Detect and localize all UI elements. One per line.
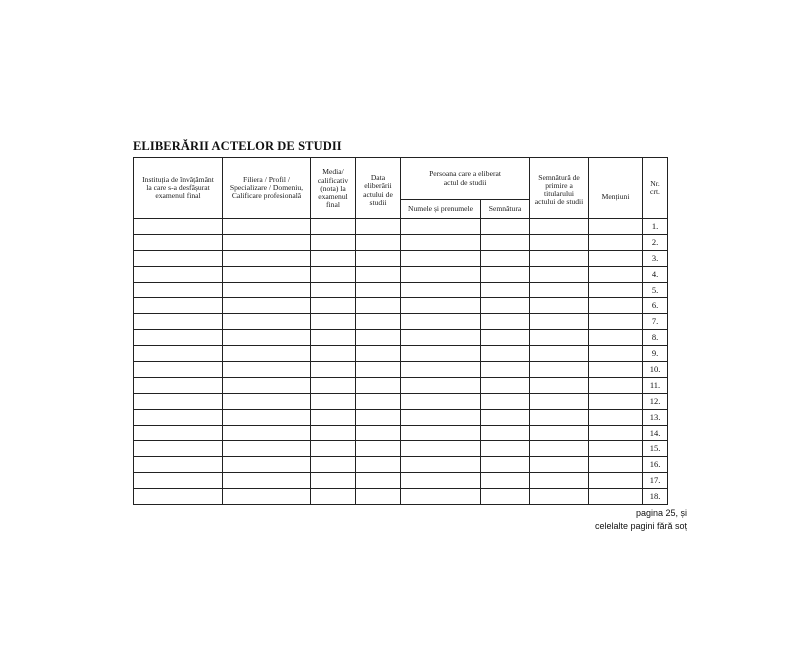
table-cell <box>401 489 481 505</box>
footer-note-line1: pagina 25, și <box>635 508 687 518</box>
table-cell <box>530 377 589 393</box>
table-cell <box>481 266 530 282</box>
table-cell <box>311 346 356 362</box>
row-number: 8. <box>643 330 668 346</box>
table-cell <box>134 298 223 314</box>
table-cell <box>223 250 311 266</box>
table-cell <box>223 282 311 298</box>
table-cell <box>134 377 223 393</box>
table-cell <box>223 219 311 235</box>
table-cell <box>356 266 401 282</box>
table-row <box>134 282 668 298</box>
table-cell <box>589 473 643 489</box>
table-cell <box>530 473 589 489</box>
table-cell <box>223 377 311 393</box>
row-number: 16. <box>643 457 668 473</box>
table-cell <box>589 346 643 362</box>
table-cell <box>401 362 481 378</box>
table-cell <box>223 314 311 330</box>
table-cell <box>134 234 223 250</box>
table-cell <box>530 298 589 314</box>
table-cell <box>589 441 643 457</box>
table-cell <box>223 393 311 409</box>
table-cell <box>134 425 223 441</box>
row-number: 17. <box>643 473 668 489</box>
table-cell <box>356 282 401 298</box>
header-grade: Media/ calificativ (nota) la examenul final <box>311 158 356 219</box>
table-cell <box>481 282 530 298</box>
table-cell <box>356 489 401 505</box>
table-cell <box>401 473 481 489</box>
table-cell <box>311 409 356 425</box>
table-cell <box>134 266 223 282</box>
table-cell <box>530 219 589 235</box>
table-cell <box>134 393 223 409</box>
table-cell <box>311 298 356 314</box>
table-cell <box>530 441 589 457</box>
table-row <box>134 425 668 441</box>
table-cell <box>311 330 356 346</box>
header-specialization: Filiera / Profil / Specializare / Domeniu, Calificare profesională <box>223 158 311 219</box>
row-number: 5. <box>643 282 668 298</box>
table-cell <box>356 346 401 362</box>
table-cell <box>589 362 643 378</box>
row-number: 3. <box>643 250 668 266</box>
table-cell <box>356 330 401 346</box>
table-cell <box>223 441 311 457</box>
table-cell <box>356 473 401 489</box>
table-row <box>134 298 668 314</box>
table-row <box>134 219 668 235</box>
table-cell <box>311 457 356 473</box>
table-cell <box>401 219 481 235</box>
table-cell <box>223 346 311 362</box>
table-cell <box>530 346 589 362</box>
row-number: 10. <box>643 362 668 378</box>
table-cell <box>481 409 530 425</box>
table-cell <box>356 393 401 409</box>
register-table <box>133 157 668 505</box>
table-cell <box>223 473 311 489</box>
table-cell <box>589 393 643 409</box>
table-cell <box>530 330 589 346</box>
table-cell <box>401 266 481 282</box>
row-number: 6. <box>643 298 668 314</box>
table-row <box>134 346 668 362</box>
table-cell <box>401 441 481 457</box>
table-cell <box>401 346 481 362</box>
table-cell <box>356 377 401 393</box>
table-cell <box>356 250 401 266</box>
table-cell <box>481 441 530 457</box>
table-cell <box>311 219 356 235</box>
table-cell <box>401 314 481 330</box>
table-cell <box>223 409 311 425</box>
table-row <box>134 393 668 409</box>
table-cell <box>223 425 311 441</box>
table-cell <box>530 282 589 298</box>
table-cell <box>530 362 589 378</box>
table-cell <box>311 282 356 298</box>
table-row <box>134 409 668 425</box>
table-cell <box>401 298 481 314</box>
table-cell <box>401 234 481 250</box>
row-number: 15. <box>643 441 668 457</box>
table-cell <box>401 250 481 266</box>
header-issuer-signature: Semnătura <box>481 200 530 219</box>
table-cell <box>589 298 643 314</box>
table-cell <box>401 282 481 298</box>
row-number: 13. <box>643 409 668 425</box>
table-cell <box>589 409 643 425</box>
table-row <box>134 441 668 457</box>
table-cell <box>401 393 481 409</box>
header-recipient-signature: Semnătură de primire a titularului actului de studii <box>530 158 589 219</box>
table-cell <box>311 473 356 489</box>
table-cell <box>481 457 530 473</box>
table-row <box>134 489 668 505</box>
table-cell <box>356 219 401 235</box>
table-cell <box>134 441 223 457</box>
table-cell <box>481 234 530 250</box>
page-title: ELIBERĂRII ACTELOR DE STUDII <box>133 139 342 153</box>
table-cell <box>356 362 401 378</box>
row-number: 18. <box>643 489 668 505</box>
table-row <box>134 362 668 378</box>
table-cell <box>134 362 223 378</box>
table-row <box>134 377 668 393</box>
row-number: 4. <box>643 266 668 282</box>
table-cell <box>481 330 530 346</box>
table-cell <box>481 219 530 235</box>
table-cell <box>401 377 481 393</box>
table-cell <box>134 330 223 346</box>
table-cell <box>481 250 530 266</box>
row-number: 2. <box>643 234 668 250</box>
table-cell <box>530 250 589 266</box>
table-cell <box>356 441 401 457</box>
table-cell <box>401 409 481 425</box>
table-cell <box>481 314 530 330</box>
table-cell <box>589 489 643 505</box>
table-cell <box>356 314 401 330</box>
table-cell <box>530 409 589 425</box>
table-cell <box>356 409 401 425</box>
table-cell <box>589 330 643 346</box>
table-cell <box>530 314 589 330</box>
table-cell <box>223 266 311 282</box>
table-cell <box>589 234 643 250</box>
footer-note-line2: celelalte pagini fără soț <box>594 521 687 531</box>
table-cell <box>356 234 401 250</box>
table-cell <box>589 219 643 235</box>
table-cell <box>311 441 356 457</box>
table-cell <box>311 489 356 505</box>
table-cell <box>223 457 311 473</box>
table-cell <box>134 282 223 298</box>
table-cell <box>134 219 223 235</box>
table-cell <box>589 457 643 473</box>
table-cell <box>134 250 223 266</box>
table-row <box>134 473 668 489</box>
table-row <box>134 457 668 473</box>
table-row <box>134 266 668 282</box>
header-issue-date: Data eliberării actului de studii <box>356 158 401 219</box>
table-row <box>134 250 668 266</box>
table-cell <box>401 330 481 346</box>
table-cell <box>530 489 589 505</box>
table-cell <box>481 489 530 505</box>
table-cell <box>311 234 356 250</box>
table-cell <box>311 314 356 330</box>
table-cell <box>530 393 589 409</box>
table-row <box>134 234 668 250</box>
table-cell <box>356 457 401 473</box>
table-cell <box>481 377 530 393</box>
table-cell <box>530 266 589 282</box>
table-cell <box>311 266 356 282</box>
table-cell <box>134 314 223 330</box>
table-cell <box>589 250 643 266</box>
header-issuer-name: Numele și prenumele <box>401 200 481 219</box>
table-row <box>134 330 668 346</box>
table-cell <box>356 298 401 314</box>
table-cell <box>530 425 589 441</box>
row-number: 9. <box>643 346 668 362</box>
table-cell <box>223 362 311 378</box>
header-issuer-group: Persoana care a eliberat actul de studii <box>401 158 530 200</box>
table-cell <box>589 377 643 393</box>
table-cell <box>223 489 311 505</box>
table-cell <box>311 362 356 378</box>
table-cell <box>311 377 356 393</box>
row-number: 11. <box>643 377 668 393</box>
register-body <box>134 219 668 505</box>
table-cell <box>311 425 356 441</box>
table-cell <box>134 346 223 362</box>
table-cell <box>481 425 530 441</box>
table-cell <box>589 425 643 441</box>
table-cell <box>481 393 530 409</box>
row-number: 7. <box>643 314 668 330</box>
header-row-number: Nr. crt. <box>643 158 668 219</box>
table-cell <box>134 489 223 505</box>
table-cell <box>134 409 223 425</box>
table-cell <box>134 473 223 489</box>
table-cell <box>481 346 530 362</box>
table-cell <box>481 298 530 314</box>
table-cell <box>223 330 311 346</box>
table-cell <box>311 393 356 409</box>
table-cell <box>223 234 311 250</box>
table-cell <box>401 425 481 441</box>
row-number: 12. <box>643 393 668 409</box>
row-number: 1. <box>643 219 668 235</box>
table-cell <box>134 457 223 473</box>
header-institution: Instituția de învățământ la care s-a desfășurat examenul final <box>134 158 223 219</box>
table-cell <box>401 457 481 473</box>
row-number: 14. <box>643 425 668 441</box>
header-mentions: Mențiuni <box>589 158 643 219</box>
table-cell <box>481 362 530 378</box>
table-cell <box>311 250 356 266</box>
table-cell <box>589 266 643 282</box>
table-cell <box>223 298 311 314</box>
table-cell <box>356 425 401 441</box>
table-cell <box>530 457 589 473</box>
table-cell <box>481 473 530 489</box>
table-cell <box>589 314 643 330</box>
table-row <box>134 314 668 330</box>
table-cell <box>589 282 643 298</box>
table-cell <box>530 234 589 250</box>
